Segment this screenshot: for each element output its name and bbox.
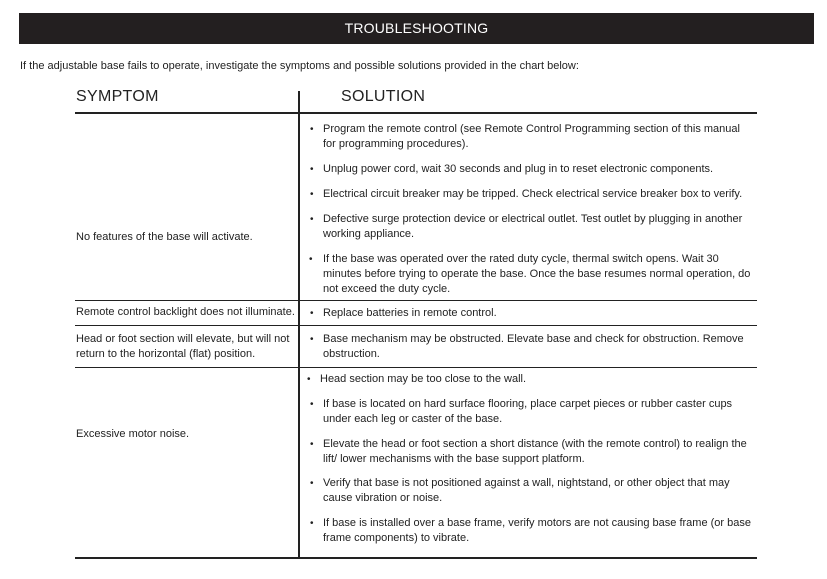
bullet-icon: • [309,254,313,265]
intro-text: If the adjustable base fails to operate, investigate the symptoms and possible solutions provided in the chart below: [20,60,579,72]
solution-item [310,162,753,177]
solution-text: Unplug power cord, wait 30 seconds and plug in to reset electronic components. [323,163,714,175]
bullet-icon: • [310,399,314,410]
solution-item [310,306,753,321]
bullet-icon: • [310,308,314,319]
bullet-icon: • [310,164,314,175]
solution-item [310,397,753,427]
column-header-solution: SOLUTION [341,88,426,105]
bullet-icon: • [310,124,314,135]
solution-item [309,252,753,297]
row-divider [75,367,757,368]
solution-text: If base is located on hard surface flooring, place carpet pieces or rubber caster cups under each leg or caster of the base. [323,398,733,425]
bullet-icon: • [310,518,314,529]
solution-item [307,372,750,387]
solution-text: Program the remote control (see Remote Control Programming section of this manual for programming procedures). [323,123,740,150]
row-divider [75,300,757,301]
bullet-icon: • [310,439,314,450]
symptom-cell: No features of the base will activate. [76,231,253,243]
bullet-icon: • [310,478,314,489]
column-header-symptom: SYMPTOM [76,88,159,105]
symptom-cell: Excessive motor noise. [76,428,190,440]
bullet-icon: • [310,214,314,225]
solution-text: If the base was operated over the rated duty cycle, thermal switch opens. Wait 30 minutes before trying to operate the base. Once the base resumes normal operation, do not exceed the duty cycle. [323,253,751,295]
symptom-cell: Head or foot section will elevate, but will not return to the horizontal (flat) position. [76,333,290,360]
solution-item [310,476,753,506]
row-divider [75,325,757,326]
solution-text: Defective surge protection device or electrical outlet. Test outlet by plugging in another working appliance. [323,213,743,240]
page-title-banner [19,13,814,44]
solution-text: Head section may be too close to the wall. [320,373,527,385]
symptom-cell: Remote control backlight does not illuminate. [76,306,295,318]
solution-text: Elevate the head or foot section a short distance (with the remote control) to realign the lift/ lower mechanisms with the base support platform. [323,438,747,465]
solution-item [310,332,753,362]
solution-text: If base is installed over a base frame, verify motors are not causing base frame (or base frame components) to vibrate. [323,517,751,544]
solution-text: Verify that base is not positioned against a wall, nightstand, or other object that may cause vibration or noise. [323,477,730,504]
bullet-icon: • [307,374,311,385]
page-title: TROUBLESHOOTING [344,20,489,36]
solution-item [310,516,753,546]
solution-item [310,437,753,467]
header-rule [75,112,757,114]
solution-item [310,187,753,202]
solution-item [310,212,753,242]
solution-text: Electrical circuit breaker may be tripped. Check electrical service breaker box to verify. [323,188,743,200]
bullet-icon: • [310,189,314,200]
solution-text: Replace batteries in remote control. [323,307,497,319]
table-bottom-rule [75,557,757,559]
solution-text: Base mechanism may be obstructed. Elevate base and check for obstruction. Remove obstruction. [323,333,744,360]
bullet-icon: • [310,334,314,345]
solution-item [310,122,753,152]
